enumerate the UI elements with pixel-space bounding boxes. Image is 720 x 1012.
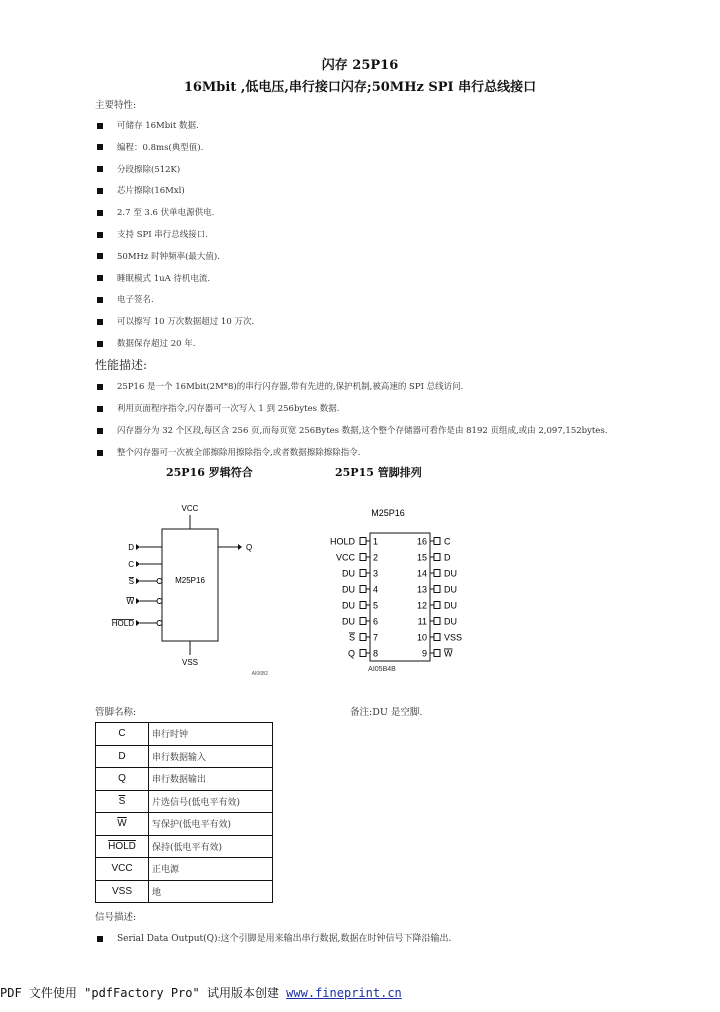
pin-description: 片选信号(低电平有效): [149, 790, 273, 813]
pin-name-left: Q: [347, 648, 355, 659]
feature-text: 2.7 至 3.6 伏单电源供电.: [117, 208, 215, 219]
bullet-square-icon: [97, 210, 103, 216]
s-inversion-bubble: [157, 579, 162, 584]
input-label-s: S: [128, 577, 134, 586]
pin-number-right: 14: [416, 568, 427, 579]
hold-inversion-bubble: [157, 621, 162, 626]
pin-table-row: [96, 835, 273, 858]
pin-box-left: [360, 554, 366, 561]
pin-box-left: [360, 602, 366, 609]
pinout-figure-code: AI05B4B: [368, 666, 396, 673]
pin-names-heading: 管脚名称:: [95, 707, 137, 718]
du-note: 备注:DU 是空脚.: [350, 707, 423, 718]
feature-item: [97, 141, 203, 153]
document-subtitle: 16Mbit ,低电压,串行接口闪存;50MHz SPI 串行总线接口: [183, 80, 537, 95]
pin-symbol: $\overline{S}$: [96, 790, 149, 813]
pin-number-left: 8: [373, 648, 379, 659]
pin-name-right: DU: [444, 568, 457, 579]
description-text: 闪存器分为 32 个区段,每区含 256 页,而每页宽 256Bytes 数据,这个整个存储器可看作是由 8192 页组成,或由 2,097,152bytes.: [117, 426, 608, 436]
pin-table: [95, 722, 273, 903]
pin-number-left: 7: [373, 632, 379, 643]
pin-number-right: 12: [416, 600, 427, 611]
pin-description: 写保护(低电平有效): [149, 813, 273, 836]
feature-item: [97, 206, 214, 218]
bullet-square-icon: [97, 936, 103, 942]
pin-name-left: S: [348, 632, 355, 643]
pin-box-left: [360, 538, 366, 545]
pin-number-right: 16: [416, 536, 427, 547]
pin-number-left: 1: [373, 536, 379, 547]
bullet-square-icon: [97, 341, 103, 347]
pin-symbol: C: [96, 723, 149, 746]
pin-symbol: Q: [96, 768, 149, 791]
logic-chip-body: [162, 529, 218, 641]
logic-figure-code: AI06B2: [251, 671, 268, 677]
arrow-d: [136, 544, 140, 550]
input-label-w: W: [126, 597, 134, 606]
description-item: [97, 380, 463, 392]
pinout-heading: 25P15 管脚排列: [335, 466, 422, 479]
feature-text: 可以擦写 10 万次数据超过 10 万次.: [117, 317, 255, 328]
pin-name-left: DU: [342, 600, 355, 611]
description-item: [97, 402, 339, 414]
pin-number-left: 3: [373, 568, 379, 579]
arrow-c: [136, 561, 140, 567]
pin-symbol: VSS: [96, 880, 149, 903]
pin-symbol: VCC: [96, 858, 149, 881]
pin-number-right: 11: [417, 616, 427, 627]
pin-table-row: [96, 723, 273, 746]
pin-box-right: [434, 618, 440, 625]
signal-heading: 信号描述:: [95, 912, 137, 923]
signal-item: [97, 931, 451, 944]
pin-symbol: $\overline{W}$: [96, 813, 149, 836]
pinout-diagram: [310, 505, 470, 675]
bullet-square-icon: [97, 144, 103, 150]
arrow-s: [136, 578, 140, 584]
pin-name-left: DU: [342, 584, 355, 595]
bullet-square-icon: [97, 450, 103, 456]
bullet-square-icon: [97, 275, 103, 281]
pin-name-right: W: [444, 648, 453, 659]
bullet-square-icon: [97, 188, 103, 194]
bullet-square-icon: [97, 253, 103, 259]
arrow-q: [238, 544, 242, 550]
pin-table-row: [96, 858, 273, 881]
pin-box-left: [360, 618, 366, 625]
input-label-hold: HOLD: [111, 619, 134, 628]
input-label-c: C: [128, 560, 134, 569]
pin-description: 串行时钟: [149, 723, 273, 746]
bullet-square-icon: [97, 166, 103, 172]
vss-label: VSS: [181, 658, 199, 667]
pin-table-row: [96, 813, 273, 836]
signal-text: Serial Data Output(Q):这个引脚是用来输出串行数据,数据在时钟信号下降沿输出.: [117, 934, 452, 944]
pin-name-right: DU: [444, 616, 457, 627]
pin-box-right: [434, 650, 440, 657]
feature-item: [97, 163, 180, 175]
description-item: [97, 424, 607, 436]
feature-item: [97, 119, 199, 131]
bullet-square-icon: [97, 297, 103, 303]
pin-name-left: HOLD: [329, 536, 355, 547]
pin-number-right: 15: [416, 552, 427, 563]
feature-item: [97, 272, 210, 284]
pin-name-right: VSS: [444, 632, 463, 643]
bullet-square-icon: [97, 384, 103, 390]
pin-table-row: [96, 790, 273, 813]
feature-item: [97, 315, 254, 327]
feature-text: 支持 SPI 串行总线接口.: [117, 230, 209, 240]
output-label-q: Q: [246, 543, 253, 552]
pin-name-right: C: [444, 536, 451, 547]
feature-item: [97, 293, 154, 305]
logic-chip-label: M25P16: [175, 576, 205, 585]
bullet-square-icon: [97, 428, 103, 434]
pin-name-right: DU: [444, 600, 457, 611]
bullet-square-icon: [97, 123, 103, 129]
bullet-square-icon: [97, 319, 103, 325]
feature-item: [97, 337, 195, 349]
w-inversion-bubble: [157, 599, 162, 604]
pin-box-right: [434, 554, 440, 561]
pin-symbol: HOLD: [96, 835, 149, 858]
feature-text: 50MHz 时钟频率(最大值).: [117, 251, 220, 262]
vcc-label: VCC: [181, 504, 199, 513]
pin-box-right: [434, 586, 440, 593]
pin-number-left: 4: [373, 584, 379, 595]
pin-number-left: 6: [373, 616, 379, 627]
logic-diagram: [100, 495, 280, 685]
logic-heading: 25P16 罗辑符合: [166, 466, 253, 479]
pin-box-right: [434, 634, 440, 641]
pin-name-right: DU: [444, 584, 457, 595]
input-label-d: D: [128, 543, 134, 552]
bullet-square-icon: [97, 406, 103, 412]
pin-description: 地: [149, 880, 273, 903]
pin-box-left: [360, 570, 366, 577]
feature-text: 电子签名.: [117, 295, 154, 306]
features-heading: 主要特性:: [95, 100, 137, 111]
bullet-square-icon: [97, 232, 103, 238]
feature-text: 睡眠模式 1uA 待机电流.: [117, 273, 211, 284]
pin-table-row: [96, 745, 273, 768]
pin-name-left: DU: [342, 616, 355, 627]
pin-box-right: [434, 570, 440, 577]
pinout-chip-label: M25P16: [371, 508, 405, 518]
pdf-footer: [0, 984, 402, 1001]
pin-number-right: 10: [416, 632, 427, 643]
feature-item: [97, 250, 220, 262]
pin-name-left: DU: [342, 568, 355, 579]
pin-description: 串行数据输入: [149, 745, 273, 768]
pin-table-row: [96, 880, 273, 903]
pin-description: 保持(低电平有效): [149, 835, 273, 858]
description-text: 整个闪存器可一次被全部擦除用擦除指令,或者数据擦除擦除指令.: [117, 448, 361, 458]
pin-name-right: D: [444, 552, 451, 563]
footer-text: PDF 文件使用 "pdfFactory Pro" 试用版本创建: [0, 986, 287, 1000]
pin-description: 串行数据输出: [149, 768, 273, 791]
arrow-hold: [136, 620, 140, 626]
pin-box-right: [434, 538, 440, 545]
pin-table-row: [96, 768, 273, 791]
description-text: 利用页面程序指令,闪存器可一次写入 1 到 256bytes 数据.: [117, 404, 340, 414]
feature-text: 编程：0.8ms(典型值).: [117, 142, 204, 153]
pin-box-left: [360, 586, 366, 593]
pin-description: 正电源: [149, 858, 273, 881]
pin-number-left: 5: [373, 600, 379, 611]
description-heading: 性能描述:: [95, 358, 148, 372]
document-title: 闪存 25P16: [321, 58, 399, 73]
feature-text: 芯片擦除(16Mxl): [117, 186, 185, 197]
description-item: [97, 446, 360, 458]
pin-symbol: D: [96, 745, 149, 768]
pin-box-left: [360, 634, 366, 641]
pin-name-left: VCC: [335, 552, 355, 563]
pin-number-right: 13: [416, 584, 427, 595]
pin-number-right: 9: [421, 648, 427, 659]
arrow-w: [136, 598, 140, 604]
description-text: 25P16 是一个 16Mbit(2M*8)的串行闪存器,带有先进的,保护机制,被高速的 SPI 总线访问.: [117, 382, 464, 392]
pin-box-left: [360, 650, 366, 657]
feature-text: 分段擦除(512K): [117, 164, 181, 175]
pin-number-left: 2: [373, 552, 379, 563]
feature-text: 可储存 16Mbit 数据.: [117, 121, 199, 131]
pin-box-right: [434, 602, 440, 609]
feature-item: [97, 184, 185, 196]
footer-link[interactable]: www.fineprint.cn: [286, 986, 402, 1000]
feature-item: [97, 228, 208, 240]
feature-text: 数据保存超过 20 年.: [117, 339, 196, 349]
